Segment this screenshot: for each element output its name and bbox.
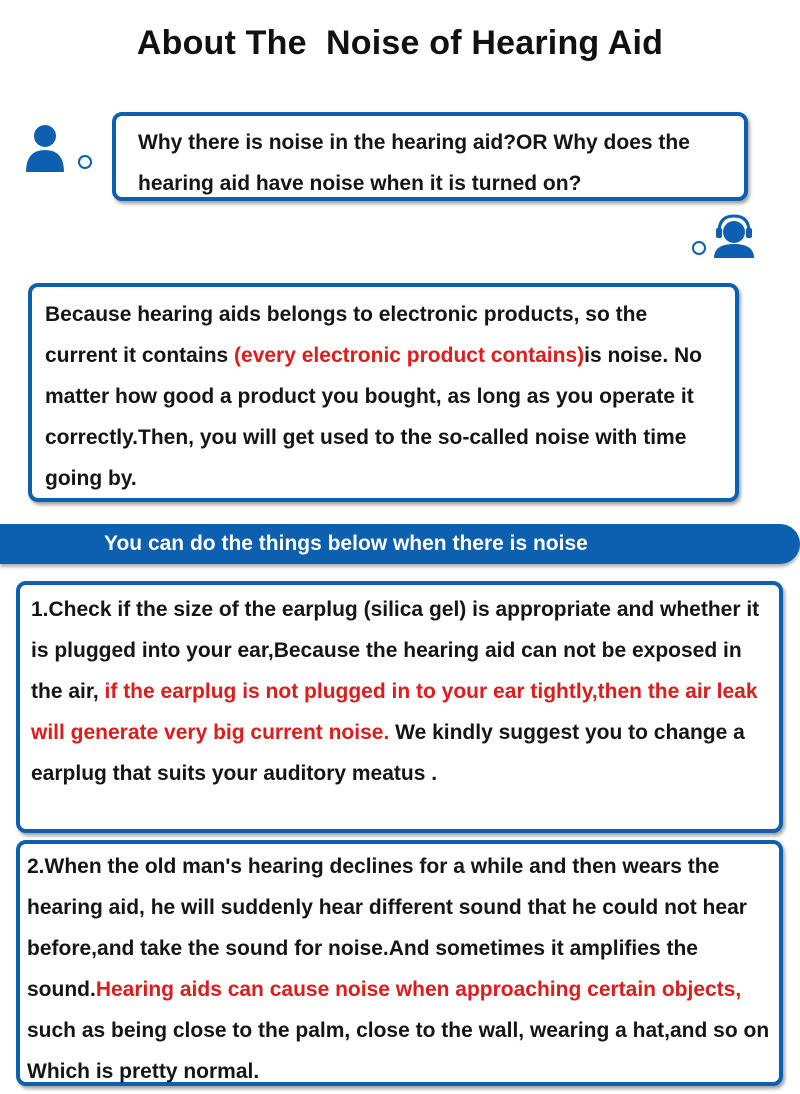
tip-1-before: 1.Check if the size of the earplug (silica gel) is appropriate and whether it is plugged into your ear,Because the hearing aid can not be exposed in the air, (31, 598, 760, 703)
tip-2-before: 2.When the old man's hearing declines for a while and then wears the hearing aid, he will suddenly hear different sound that he could not hear before,and take the sound for noise.And sometimes it amplifies the sound. (27, 855, 747, 1001)
tip-2-after: such as being close to the palm, close to the wall, wearing a hat,and so on Which is pretty normal. (27, 1019, 770, 1083)
answer-part-1: Because hearing aids belongs to electronic products, so the current it contains (45, 303, 648, 367)
tip-card-1 (16, 581, 783, 833)
tip-1-highlight: if the earplug is not plugged in to your ear tightly,then the air leak will generate very big current noise. (31, 680, 758, 744)
section-banner: You can do the things below when there is noise (0, 524, 800, 564)
answer-part-2: is noise. No matter how good a product you bought, as long as you operate it correctly.Then, you will get used to the so-called noise with time going by. (45, 344, 702, 490)
answer-text (45, 294, 723, 499)
tip-1-after: We kindly suggest you to change a earplug that suits your auditory meatus . (31, 721, 745, 785)
answer-box (28, 283, 739, 502)
question-bubble (112, 112, 748, 201)
user-icon (24, 122, 102, 174)
tip-2-text (27, 846, 775, 1092)
tip-2-highlight: Hearing aids can cause noise when approaching certain objects, (95, 978, 742, 1001)
answer-highlight: (every electronic product contains) (234, 344, 585, 367)
question-text: Why there is noise in the hearing aid?OR Why does the hearing aid have noise when it is turned on? (138, 131, 690, 195)
tip-card-2 (16, 840, 783, 1086)
tip-1-text (31, 589, 773, 794)
support-agent-icon (688, 212, 758, 260)
page-title: About The Noise of Hearing Aid (136, 24, 664, 62)
